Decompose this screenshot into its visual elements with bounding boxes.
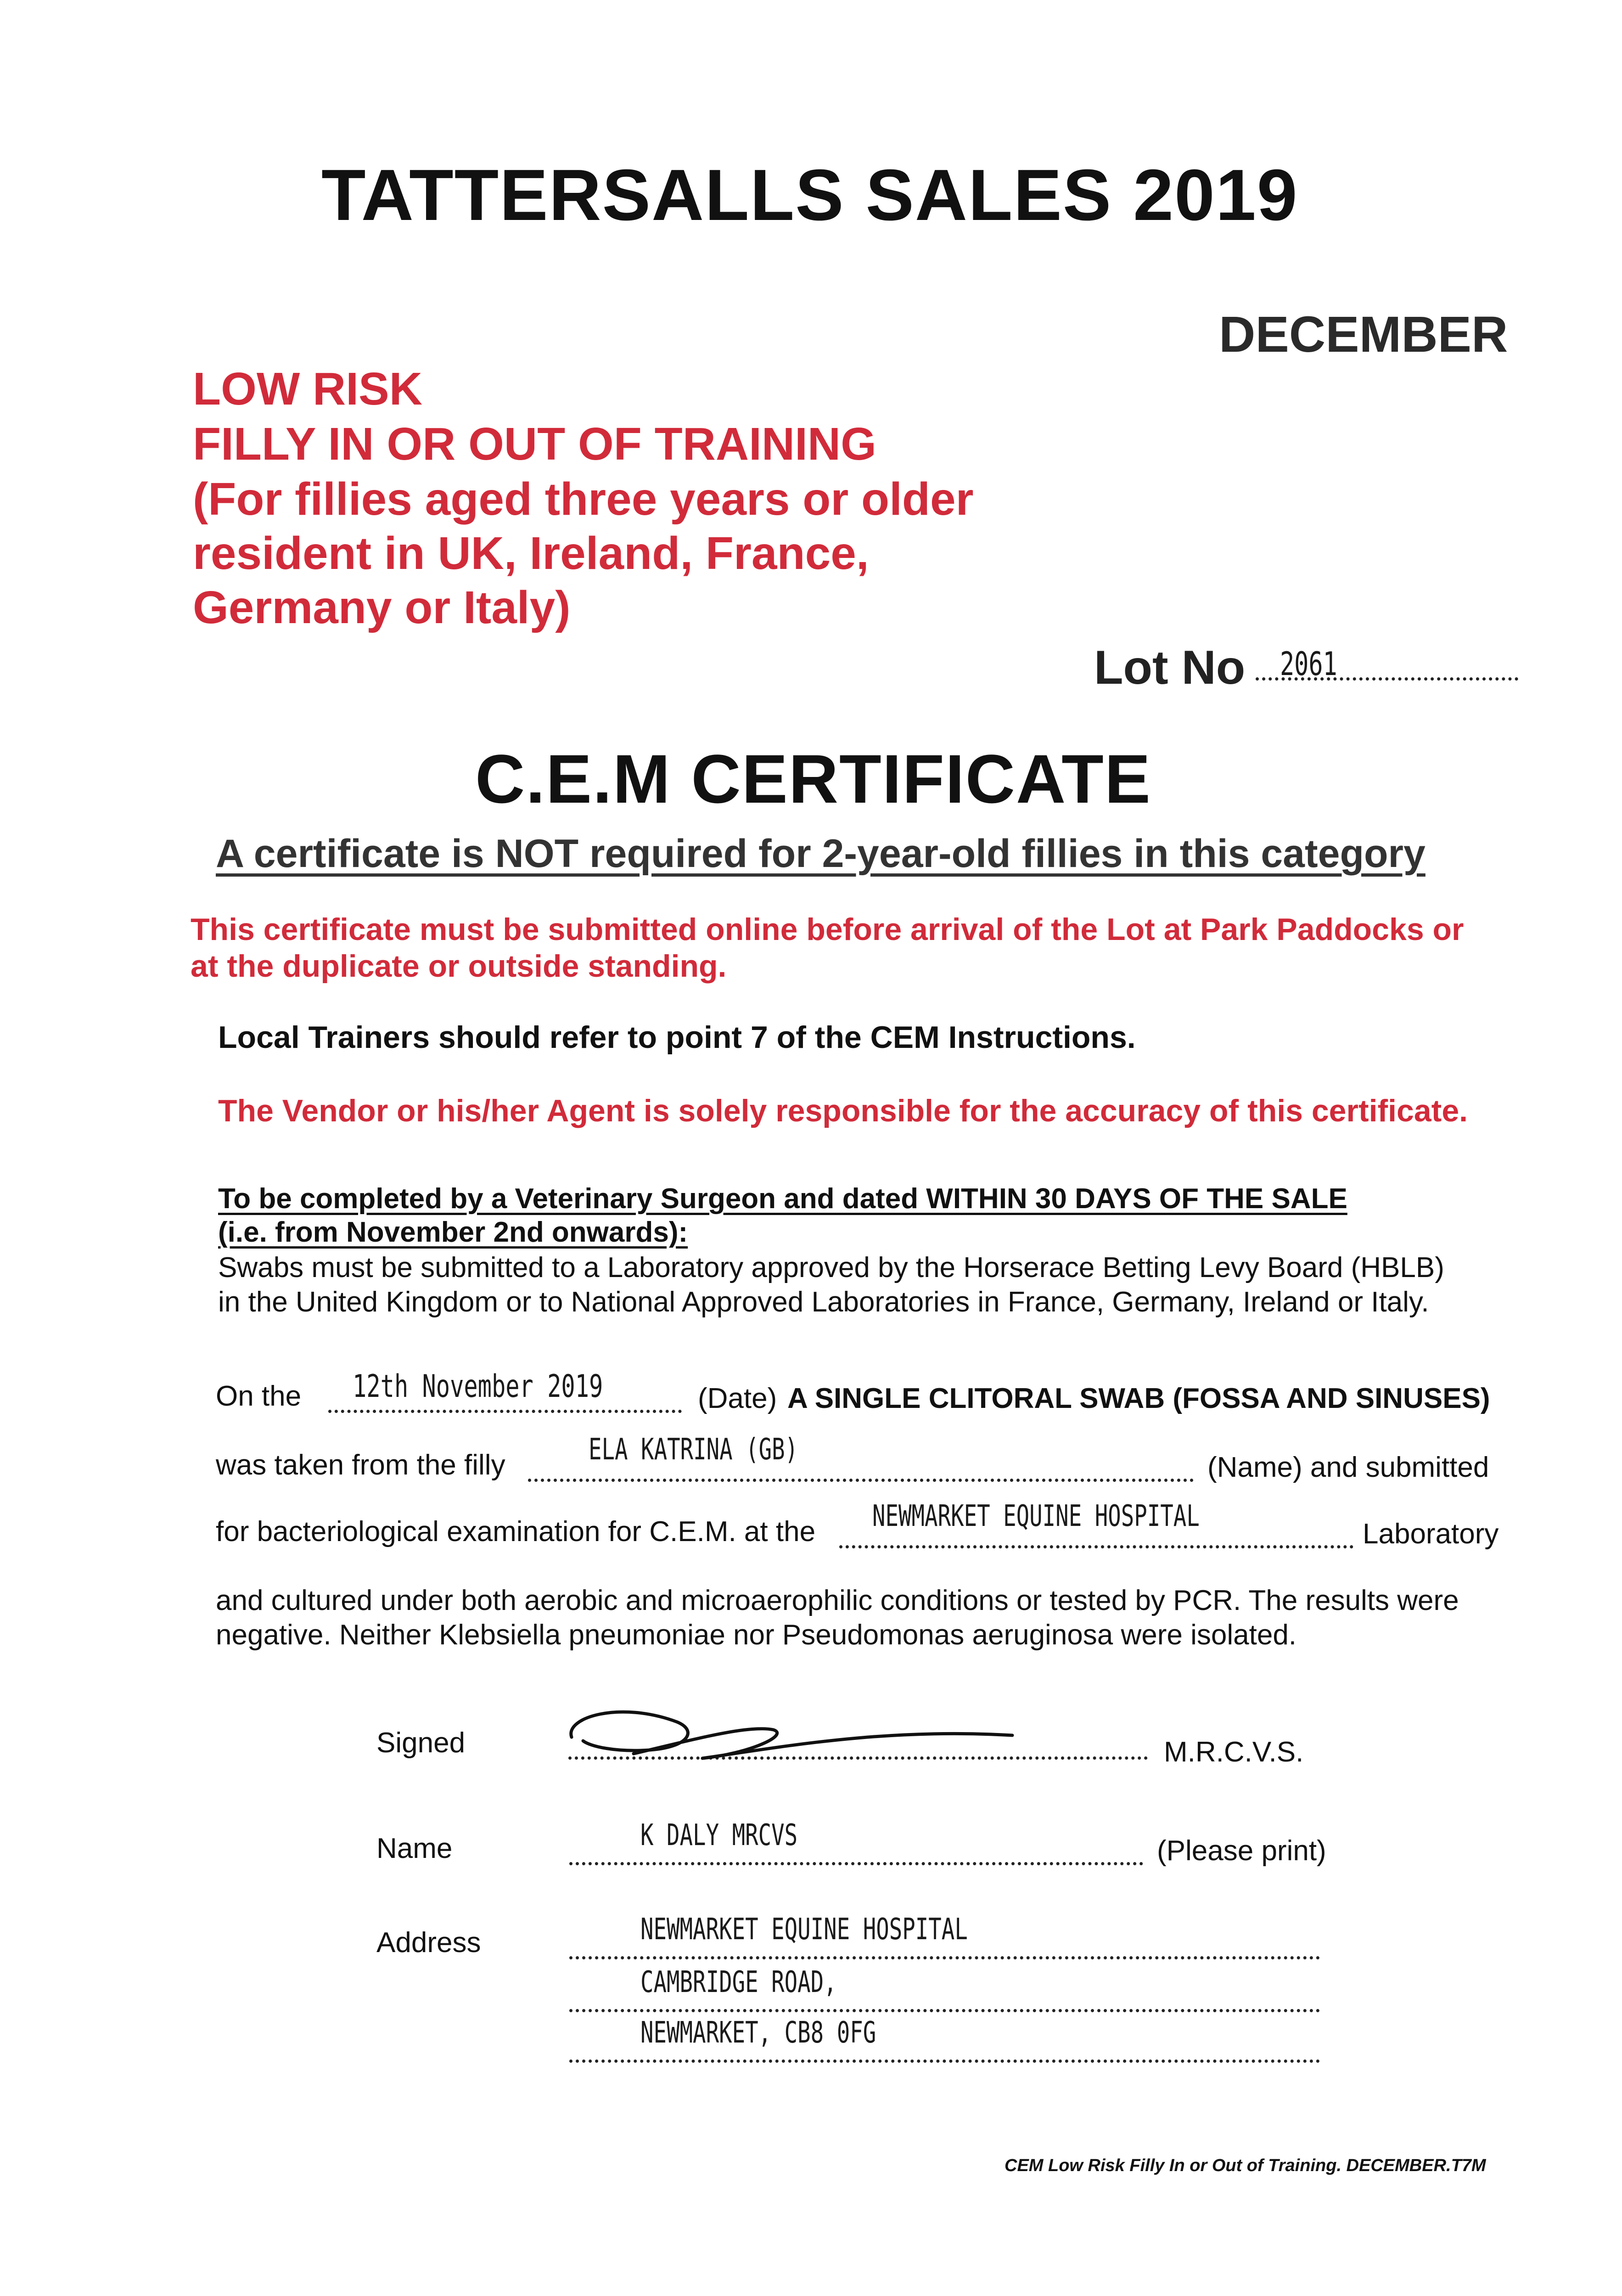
please-print-label: (Please print) (1157, 1835, 1326, 1867)
signed-label: Signed (376, 1727, 466, 1759)
filly-name-label: (Name) and submitted (1207, 1452, 1489, 1483)
category-age-note: (For fillies aged three years or older (193, 473, 974, 525)
certificate-title: C.E.M CERTIFICATE (475, 740, 1151, 817)
instructions-heading-line-1: To be completed by a Veterinary Surgeon and dated WITHIN 30 DAYS OF THE SALE (218, 1183, 1347, 1215)
page-title: TATTERSALLS SALES 2019 (321, 155, 1298, 236)
swab-description: A SINGLE CLITORAL SWAB (FOSSA AND SINUSES) (787, 1383, 1490, 1414)
vet-name-value: K DALY MRCVS (640, 1818, 798, 1852)
form-footer-code: CEM Low Risk Filly In or Out of Training. DECEMBER.T7M (1005, 2156, 1486, 2175)
instructions-body-line-1: Swabs must be submitted to a Laboratory approved by the Horserace Betting Levy Board (HBLB) (218, 1252, 1444, 1283)
category-type: FILLY IN OR OUT OF TRAINING (193, 418, 876, 470)
address-value-line-2: CAMBRIDGE ROAD, (640, 1965, 837, 1999)
filly-name-value: ELA KATRINA (GB) (589, 1433, 798, 1467)
date-field[interactable] (328, 1410, 682, 1413)
address-field-line-2[interactable] (569, 2009, 1320, 2012)
address-value-line-3: NEWMARKET, CB8 0FG (640, 2016, 876, 2050)
results-line-2: negative. Neither Klebsiella pneumoniae nor Pseudomonas aeruginosa were isolated. (216, 1619, 1297, 1651)
taken-from-label: was taken from the filly (216, 1449, 505, 1481)
sale-month: DECEMBER (1219, 306, 1508, 363)
category-residence-note: resident in UK, Ireland, France, (193, 528, 869, 579)
category-risk: LOW RISK (193, 363, 422, 415)
name-label: Name (376, 1833, 453, 1864)
instructions-body-line-2: in the United Kingdom or to National Approved Laboratories in France, Germany, Ireland or Italy. (218, 1286, 1429, 1318)
vet-name-field[interactable] (569, 1862, 1143, 1865)
vendor-responsibility-notice: The Vendor or his/her Agent is solely responsible for the accuracy of this certificate. (218, 1093, 1468, 1128)
address-field-line-1[interactable] (569, 1956, 1320, 1959)
address-field-line-3[interactable] (569, 2060, 1320, 2063)
mrcvs-label: M.R.C.V.S. (1164, 1736, 1304, 1768)
laboratory-value: NEWMARKET EQUINE HOSPITAL (872, 1499, 1200, 1533)
laboratory-field[interactable] (839, 1545, 1353, 1548)
lot-number-value: 2061 (1280, 645, 1337, 683)
category-residence-note-2: Germany or Italy) (193, 582, 571, 633)
bacteriological-label: for bacteriological examination for C.E.M. at the (216, 1516, 816, 1548)
on-the-label: On the (216, 1380, 302, 1412)
signature-scribble (565, 1697, 1024, 1766)
submission-notice-line-2: at the duplicate or outside standing. (191, 949, 727, 984)
not-required-notice: A certificate is NOT required for 2-year-old fillies in this category (216, 832, 1426, 876)
instructions-heading-line-2: (i.e. from November 2nd onwards): (218, 1216, 688, 1248)
date-value: 12th November 2019 (353, 1368, 603, 1405)
laboratory-label: Laboratory (1363, 1518, 1499, 1550)
results-line-1: and cultured under both aerobic and microaerophilic conditions or tested by PCR. The results were (216, 1585, 1459, 1616)
address-value-line-1: NEWMARKET EQUINE HOSPITAL (640, 1913, 968, 1947)
address-label: Address (376, 1927, 481, 1958)
local-trainers-note: Local Trainers should refer to point 7 of the CEM Instructions. (218, 1020, 1136, 1055)
filly-name-field[interactable] (528, 1479, 1194, 1482)
submission-notice-line-1: This certificate must be submitted online before arrival of the Lot at Park Paddocks or (191, 912, 1464, 947)
lot-label: Lot No (1094, 641, 1246, 694)
date-label: (Date) (698, 1383, 777, 1414)
